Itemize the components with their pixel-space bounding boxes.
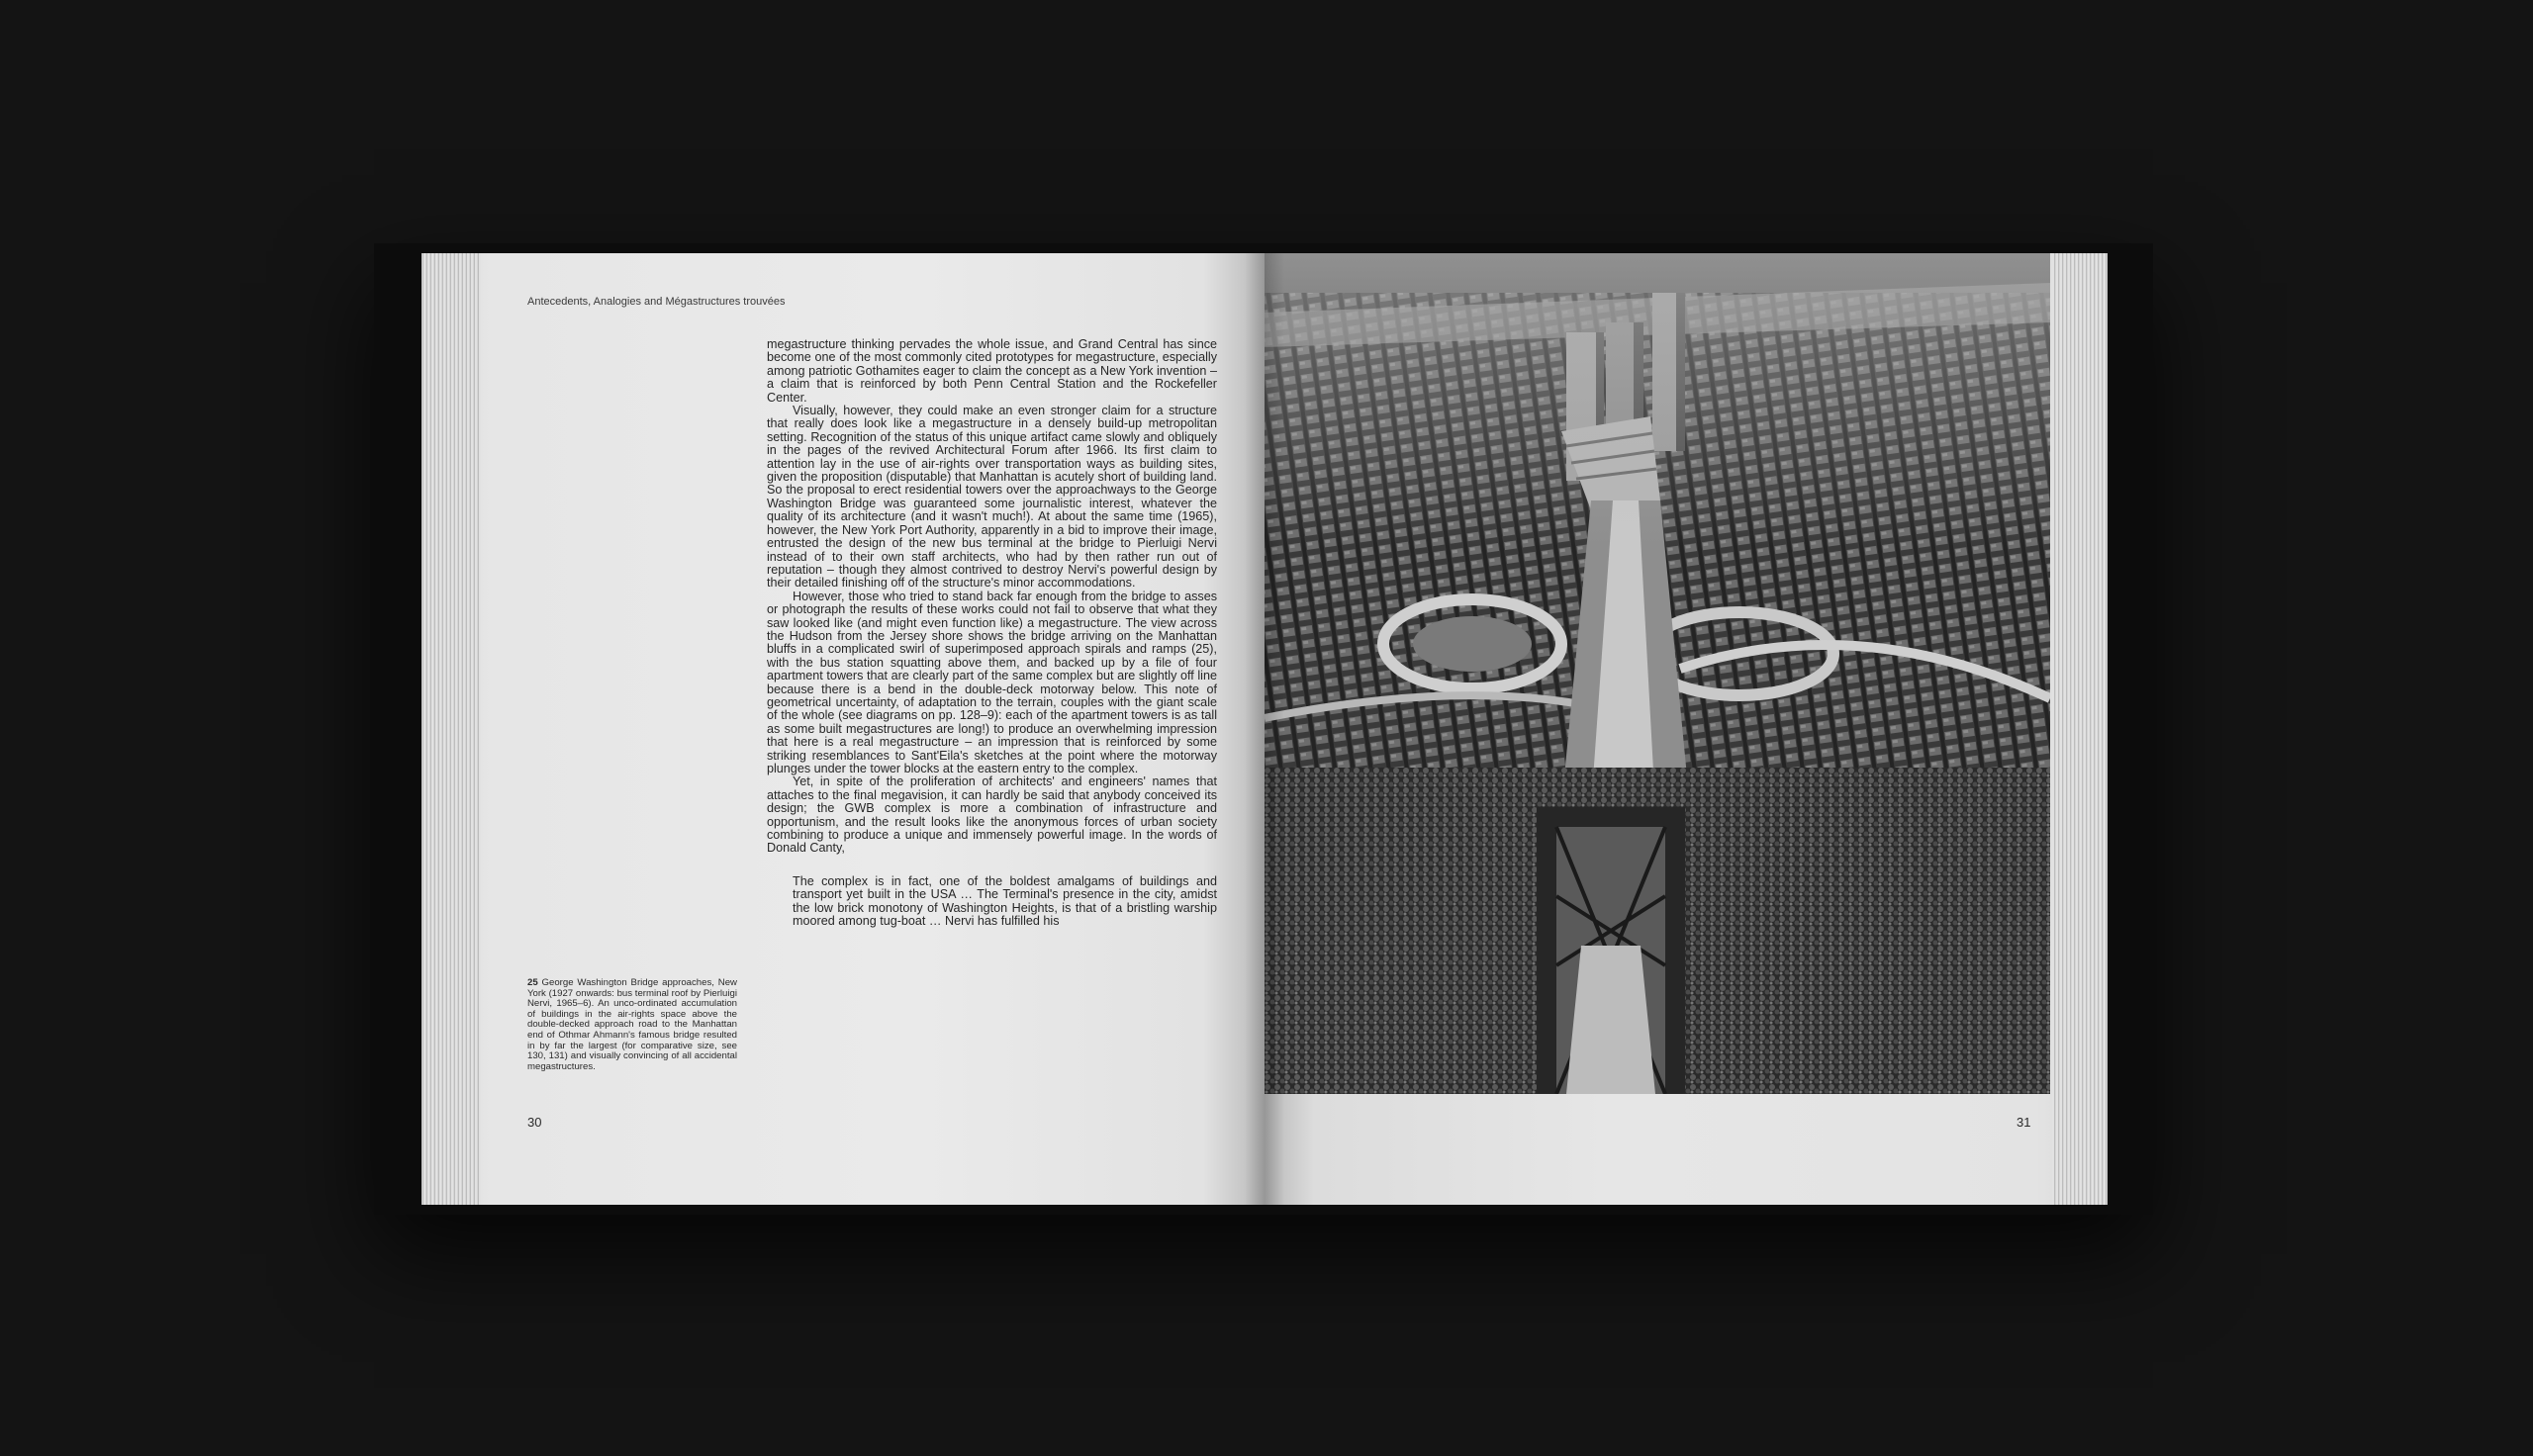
paragraph: However, those who tried to stand back far enough from the bridge to asses or photograph the results of these works could not fail to observe that what they saw looked like (and might even function like) a megastructure. The view across the Hudson from the Jersey shore shows the bridge arriving on the Manhattan bluffs in a complicated swirl of superimposed approach spirals and ramps (25), with the bus station squatting above them, and backed up by a file of four apartment towers that are clearly part of the same complex but are slightly off line because there is a bend in the double-deck motorway below. This note of geometrical uncertainty, of adaptation to the terrain, couples with the giant scale of the whole (see diagrams on pp. 128–9): each of the apartment towers is as tall as some built megastructures are long!) to produce an overwhelming impression that here is a real megastructure – an impression that is reinforced by some striking resemblances to Sant'Eila's sketches at the point where the motorway plunges under the tower blocks at the eastern entry to the complex. <box>767 589 1217 775</box>
page-number-right: 31 <box>2017 1115 2031 1130</box>
caption-text: George Washington Bridge approaches, New York (1927 onwards: bus terminal roof by Pierluigi Nervi, 1965–6). An unco-ordinated accumulation of buildings in the air-rights space above the double-decked approach road to the Manhattan end of Othmar Ahmann's famous bridge resulted in by far the largest (for comparative size, see 130, 131) and visually convincing of all accidental megastructures. <box>527 977 737 1072</box>
figure-caption <box>527 978 737 1072</box>
paragraph: Visually, however, they could make an even stronger claim for a structure that really does look like a megastructure in a densely build-up metropolitan setting. Recognition of the status of this unique artifact came slowly and obliquely in the pages of the revived Architectural Forum after 1966. Its first claim to attention lay in the use of air-rights over transportation ways as building sites, given the proposition (disputable) that Manhattan is acutely short of building land. So the proposal to erect residential towers over the approachways to the George Washington Bridge was guaranteed some journalistic interest, whatever the quality of its architecture (and it wasn't much!). At about the same time (1965), however, the New York Port Authority, apparently in a bid to improve their image, entrusted the design of the new bus terminal at the bridge to Pierluigi Nervi instead of to their own staff architects, who had by then rather run out of reputation – though they almost contrived to destroy Nervi's powerful design by their detailed finishing off of the structure's minor accommodations. <box>767 404 1217 591</box>
right-page <box>1265 253 2108 1205</box>
running-head: Antecedents, Analogies and Mégastructures trouvées <box>527 296 786 308</box>
book-gutter <box>1245 253 1284 1205</box>
open-book <box>374 243 2153 1215</box>
paragraph: megastructure thinking pervades the whole issue, and Grand Central has since become one of the most commonly cited prototypes for megastructure, especially among patriotic Gothamites eager to claim the concept as a New York invention – a claim that is reinforced by both Penn Central Station and the Rockefeller Center. <box>767 337 1217 405</box>
page-edges-left <box>422 253 481 1205</box>
paragraph: Yet, in spite of the proliferation of architects' and engineers' names that attaches to the final megavision, it can hardly be said that anybody conceived its design; the GWB complex is more a combination of infrastructure and opportunism, and the result looks like the anonymous forces of urban society combining to produce a unique and immensely powerful image. In the words of Donald Canty, <box>767 774 1217 856</box>
page-edges-right <box>2052 253 2108 1205</box>
left-page <box>422 253 1265 1205</box>
page-number-left: 30 <box>527 1115 542 1130</box>
caption-number: 25 <box>527 977 538 988</box>
block-quote: The complex is in fact, one of the boldest amalgams of buildings and transport yet built in the USA … The Terminal's presence in the city, amidst the low brick monotony of Washington Heights, is that of a bristling warship moored among tug-boat … Nervi has fulfilled his <box>793 873 1217 929</box>
body-text-column <box>767 338 1217 928</box>
aerial-photo-george-washington-bridge <box>1265 253 2050 1094</box>
